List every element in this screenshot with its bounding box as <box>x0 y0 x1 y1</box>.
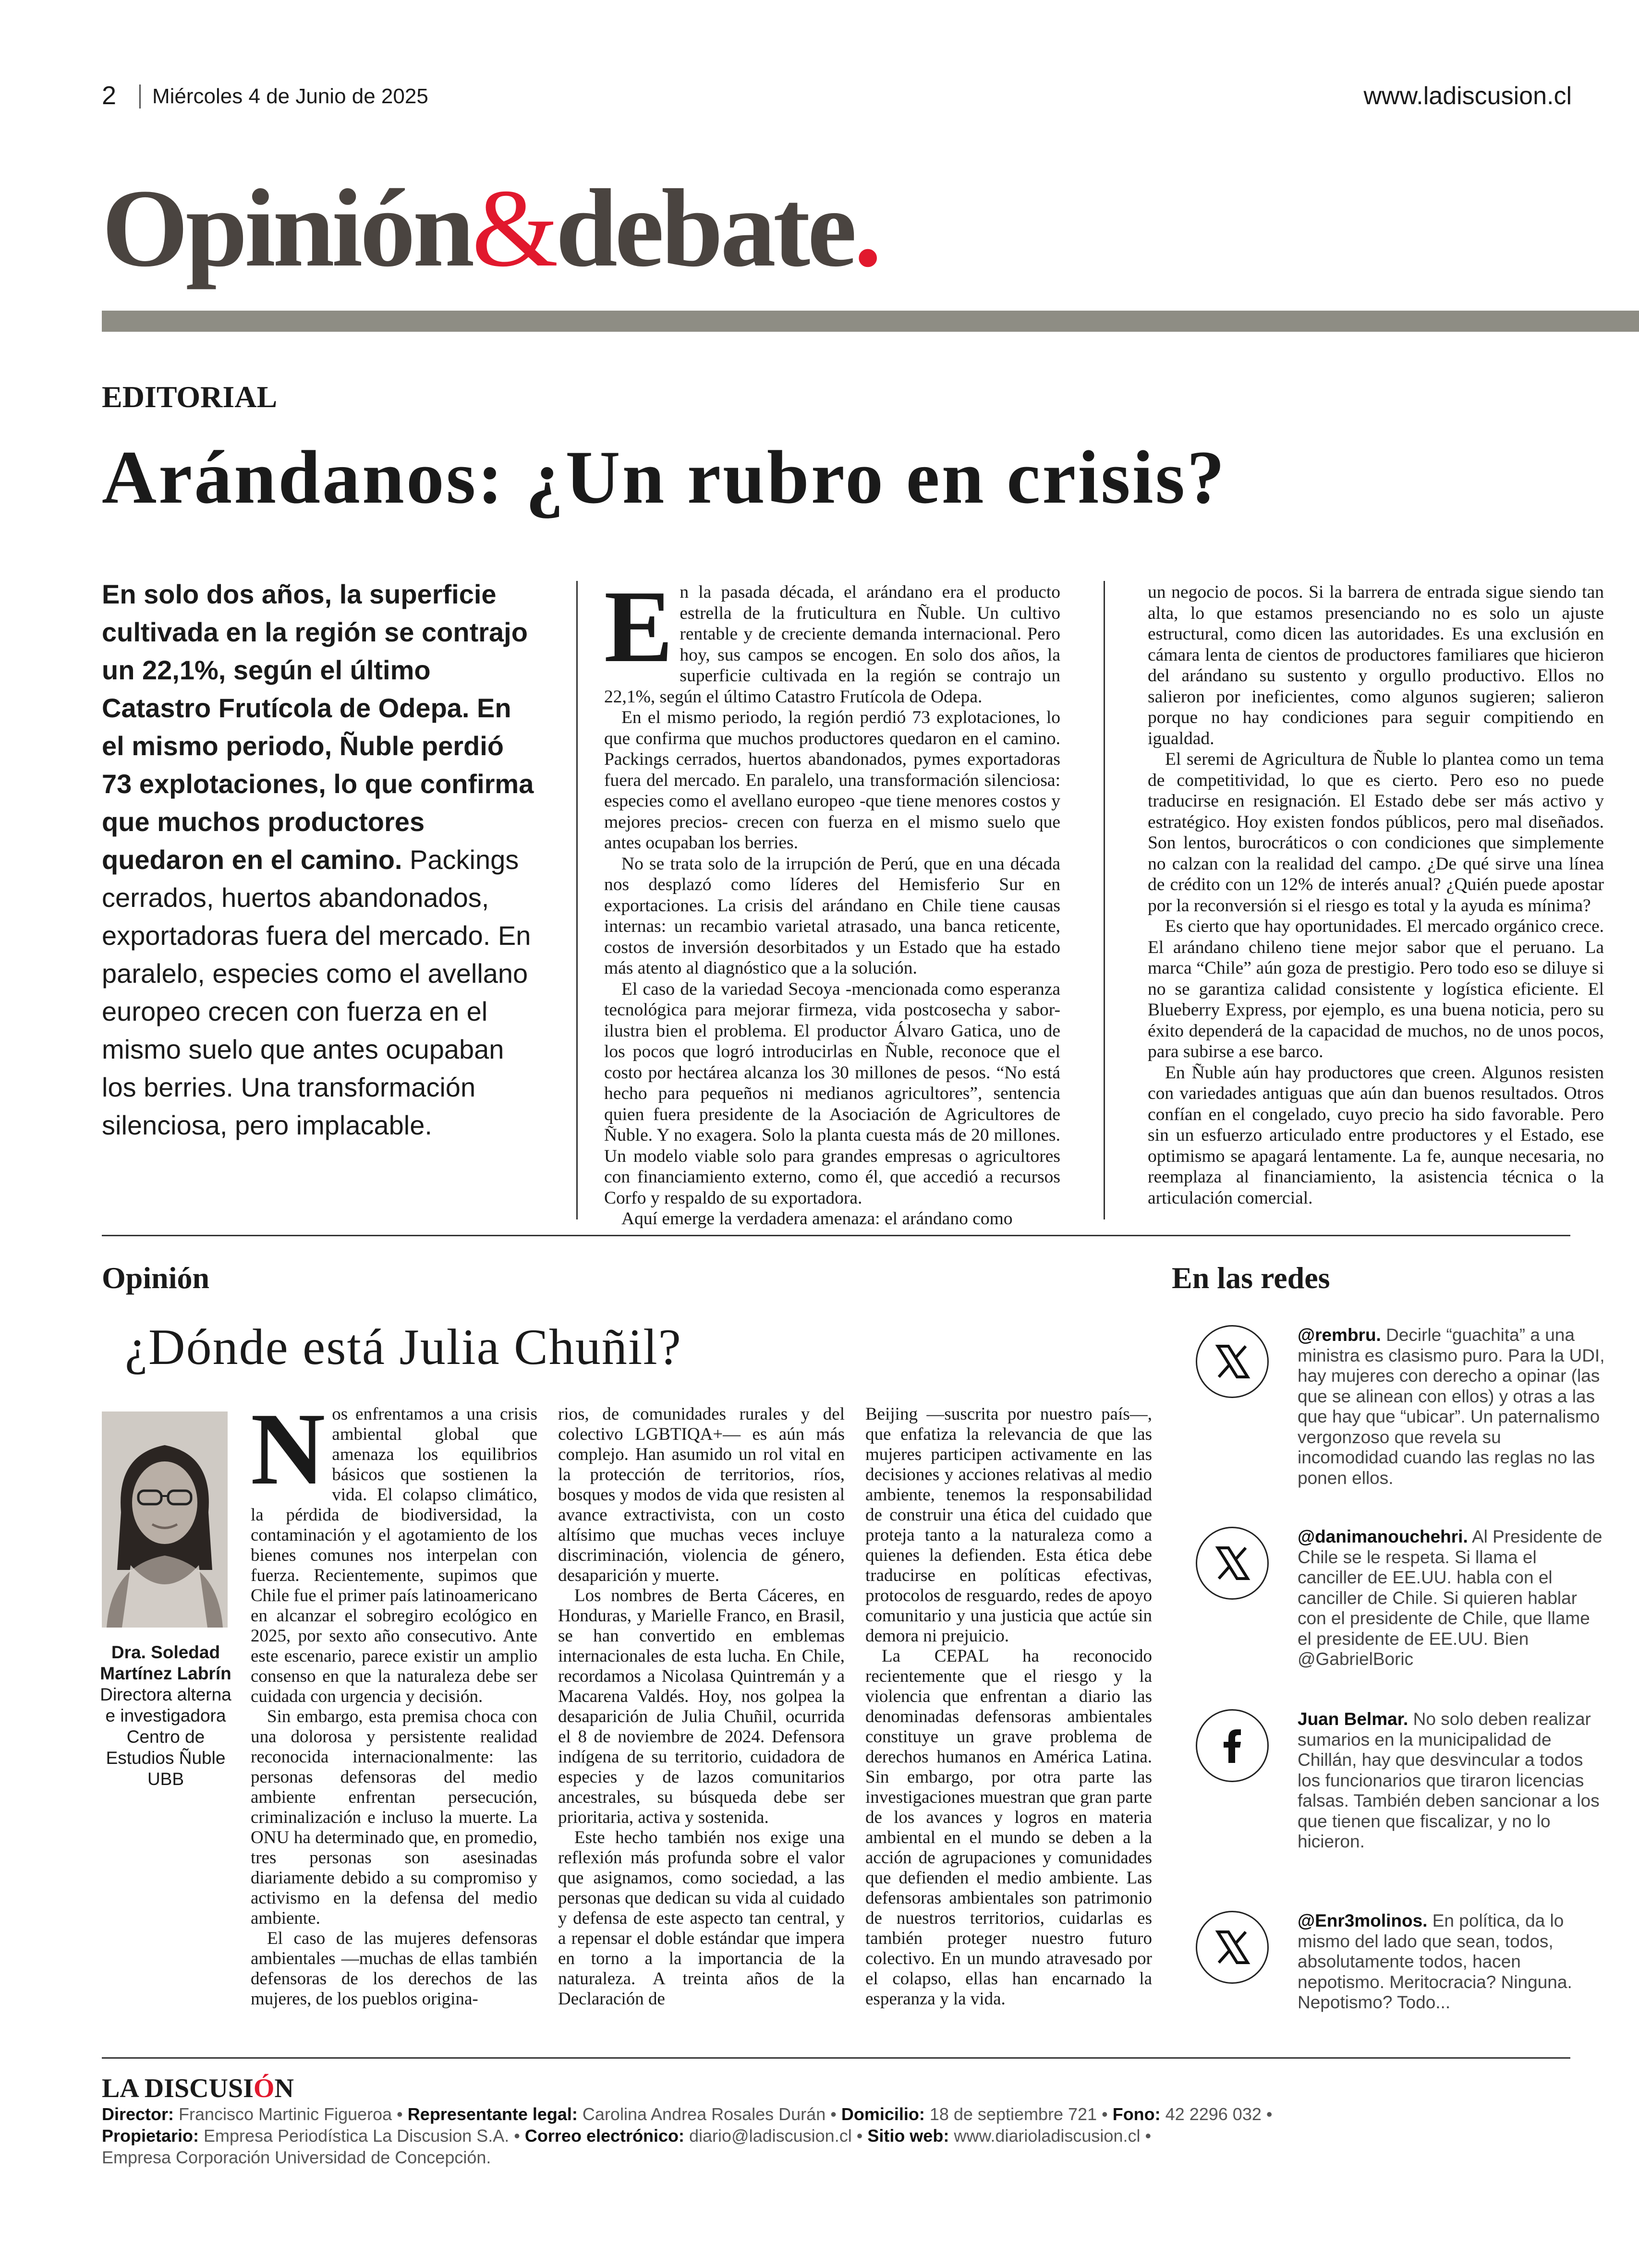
editorial-column-2 <box>1148 582 1604 1208</box>
author-portrait-illustration <box>102 1411 228 1628</box>
opinion-column-2 <box>558 1404 845 2009</box>
opinion-column-1 <box>251 1391 537 2009</box>
author-photo <box>102 1411 228 1628</box>
masthead-word-opinion: Opinión <box>102 167 472 290</box>
editorial-column-1 <box>604 569 1060 1230</box>
masthead-dot: . <box>854 167 879 290</box>
paragraph: En Ñuble aún hay productores que creen. Algunos resisten con variedades antiguas que aún dan buenos resultados. Otros confían en el congelado, cuyo precio ha sido favorable. Pero sin un esfuerzo articulado entre productores y el Estado, ese optimismo se apagará lentamente. La fe, aunque necesaria, no reemplaza al financiamiento, la asistencia técnica o la articulación comercial. <box>1148 1062 1604 1208</box>
lede-rest: Packings cerrados, huertos abandonados, exportadoras fuera del mercado. En paralelo, especies como el avellano europeo crecen con fuerza en el mismo suelo que antes ocupaban los berries. Una transformación silenciosa, pero implacable. <box>102 844 531 1140</box>
author-byline <box>96 1642 235 1790</box>
footer-logo <box>102 2073 294 2104</box>
paragraph: Es cierto que hay oportunidades. El mercado orgánico crece. El arándano chileno tiene mejor sabor que el peruano. La marca “Chile” aún goza de prestigio. Pero todo eso se diluye si no se garantiza calidad consistente y logística eficiente. El Blueberry Express, por ejemplo, es una buena noticia, pero su éxito dependerá de la capacidad de muchos, no de unos pocos, para subirse a ese barco. <box>1148 917 1604 1062</box>
footer-divider <box>102 2057 1570 2059</box>
social-label: En las redes <box>1172 1261 1330 1295</box>
footer-credits-line-1 <box>102 2104 1272 2125</box>
post-user[interactable]: @danimanouchehri. <box>1298 1527 1468 1546</box>
footer-value: Empresa Periodística La Discusion S.A. • <box>199 2126 525 2146</box>
header-divider-bar <box>102 311 1639 332</box>
paragraph: No se trata solo de la irrupción de Perú, que en una década nos desplazó como líderes del Hemisferio Sur en exportaciones. La crisis del arándano en Chile tiene causas internas: un recambio varietal atrasado, una banca reticente, costos de inversión desorbitados y un Estado que ha estado más atento al diagnóstico que a la solución. <box>604 854 1060 978</box>
column-divider <box>1104 581 1105 1219</box>
paragraph: El caso de las mujeres defensoras ambientales —muchas de ellas también defensoras de los derechos de las mujeres, de los pueblos origina- <box>251 1929 537 2009</box>
editorial-label: EDITORIAL <box>102 380 278 414</box>
paragraph: Los nombres de Berta Cáceres, en Honduras, y Marielle Franco, en Brasil, se han convertido en emblemas internacionales de esta lucha. En Chile, recordamos a Nicolasa Quintremán y a Macarena Valdés. Hoy, nos golpea la desaparición de Julia Chuñil, ocurrida el 8 de noviembre de 2024. Defensora indígena de su territorio, cuidadora de especies y de lazos comunitarios ancestrales, su búsqueda debe ser prioritaria, activa y sostenida. <box>558 1586 845 1827</box>
footer-web[interactable]: www.diarioladiscusion.cl • <box>949 2126 1152 2146</box>
paragraph: os enfrentamos a una crisis ambiental global que amenaza los equilibrios básicos que sostienen la vida. El colapso climático, la pérdida de biodiversidad, la contaminación y el agotamiento de los bienes comunes nos interpelan con fuerza. Recientemente, supimos que Chile fue el primer país latinoamericano en alcanzar el sobregiro ecológico en 2025, por sexto año consecutivo. Ante este escenario, parece existir un amplio consenso en que la naturaleza debe ser cuidada con urgencia y decisión. <box>251 1404 537 1706</box>
opinion-label: Opinión <box>102 1261 210 1295</box>
footer-credits-line-3: Empresa Corporación Universidad de Concepción. <box>102 2147 491 2167</box>
author-role: Directora alterna e investigadora Centro de Estudios Ñuble UBB <box>100 1685 231 1789</box>
paragraph: rios, de comunidades rurales y del colectivo LGBTIQA+— es aún más complejo. Han asumido un rol vital en la protección de territorios, ríos, bosques y modos de vida que resisten al avance extractivista, con un costo altísimo que muchas veces incluye discriminación, violencia de género, desaparición y muerte. <box>558 1404 845 1585</box>
post-text <box>1298 1527 1605 1670</box>
opinion-title: ¿Dónde está Julia Chuñil? <box>125 1319 682 1375</box>
section-divider <box>102 1235 1570 1236</box>
footer-label: Director: <box>102 2104 174 2124</box>
footer-credits-line-2 <box>102 2125 1151 2147</box>
post-user[interactable]: @Enr3molinos. <box>1298 1911 1428 1930</box>
editorial-dropcap: E <box>604 569 673 684</box>
masthead-ampersand: & <box>472 167 556 290</box>
post-user[interactable]: Juan Belmar. <box>1298 1709 1408 1729</box>
footer-email[interactable]: diario@ladiscusion.cl • <box>684 2126 868 2146</box>
paragraph: La CEPAL ha reconocido recientemente que el riesgo y la violencia que enfrentan a diario las denominadas defensoras ambientales constituye un grave problema de derechos humanos en América Latina. Sin embargo, por otra parte las investigaciones muestran que gran parte de los avances y logros en materia ambiental en el mundo se deben a la acción de agrupaciones y comunidades que defienden el medio ambiente. Las defensoras ambientales son patrimonio de nuestros territorios, cuidarlas es también proteger nuestro futuro colectivo. En un mundo atravesado por el colapso, ellas han encarnado la esperanza y la vida. <box>865 1646 1152 2009</box>
footer-value: 18 de septiembre 721 • <box>924 2104 1113 2124</box>
x-icon <box>1196 1527 1269 1600</box>
section-masthead <box>102 167 879 290</box>
footer-label: Fono: <box>1112 2104 1161 2124</box>
post-user[interactable]: @rembru. <box>1298 1325 1381 1345</box>
footer-label: Propietario: <box>102 2126 199 2146</box>
paragraph: n la pasada década, el arándano era el producto estrella de la fruticultura en Ñuble. Un cultivo rentable y de creciente demanda internacional. Pero hoy, sus campos se encogen. En solo dos años, la superficie cultivada en la región se contrajo un 22,1%, según el último Catastro Frutícola de Odepa. <box>604 582 1060 707</box>
post-body: No solo deben realizar sumarios en la municipalidad de Chillán, hay que desvincular a todos los funcionarios que tiraron licencias falsas. También deben sancionar a los que tienen que fiscalizar, y no lo hicieron. <box>1298 1709 1600 1851</box>
masthead-word-debate: debate <box>555 167 854 290</box>
lede-bold: En solo dos años, la superficie cultivada en la región se contrajo un 22,1%, según el último Catastro Frutícola de Odepa. En el mismo periodo, Ñuble perdió 73 explotaciones, lo que confirma que muchos productores quedaron en el camino. <box>102 579 534 875</box>
editorial-title: Arándanos: ¿Un rubro en crisis? <box>102 435 1227 519</box>
website-link[interactable]: www.ladiscusion.cl <box>1363 82 1572 110</box>
footer-value: Carolina Andrea Rosales Durán • <box>577 2104 841 2124</box>
x-icon <box>1196 1325 1269 1398</box>
footer-label: Correo electrónico: <box>524 2126 684 2146</box>
paragraph: Beijing —suscrita por nuestro país—, que enfatiza la relevancia de que las mujeres participen activamente en las decisiones y acciones relativas al medio ambiente, tenemos la responsabilidad de construir una ética del cuidado que proteja tanto a la naturaleza como a quienes la defienden. Esta ética debe traducirse en políticas efectivas, protocolos de resguardo, redes de apoyo comunitario y una justicia que actúe sin demora ni prejuicio. <box>865 1404 1152 1646</box>
paragraph: El seremi de Agricultura de Ñuble lo plantea como un tema de competitividad, lo que es cierto. Pero eso no puede traducirse en resignación. El Estado debe ser más activo y estratégico. Hoy existen fondos públicos, pero mal diseñados. Son lentos, burocráticos o con condiciones que simplemente no calzan con la realidad del campo. ¿De qué sirve una línea de crédito con un 12% de interés anual? ¿Quién puede apostar por la reconversión si el riesgo es total y la ayuda es mínima? <box>1148 749 1604 916</box>
paragraph: Aquí emerge la verdadera amenaza: el arándano como <box>621 1209 1013 1229</box>
page-number: 2 <box>102 81 117 110</box>
post-text <box>1298 1325 1605 1488</box>
editorial-lede <box>102 575 534 1144</box>
x-icon <box>1196 1911 1269 1984</box>
paragraph: El caso de la variedad Secoya -mencionada como esperanza tecnológica para mejorar firmeza, vida postcosecha y sabor- ilustra bien el problema. El productor Álvaro Gatica, uno de los pocos que logró introducirlas en Ñuble, reconoce que el costo por hectárea alcanza los 30 millones de pesos. “No está hecho para pequeños ni medianos agricultores”, sentencia quien fuera presidente de la Asociación de Agricultores de Ñuble. Y no exagera. Solo la planta cuesta más de 20 millones. Un modelo viable solo para grandes empresas o agricultores con financiamiento externo, como él, que accedió a recursos Corfo y respaldo de su exportadora. <box>604 979 1060 1208</box>
logo-accent: Ó <box>253 2074 275 2103</box>
post-text <box>1298 1709 1605 1852</box>
footer-value: Francisco Martinic Figueroa • <box>174 2104 408 2124</box>
paragraph: Este hecho también nos exige una reflexión más profunda sobre el valor que asignamos, como sociedad, a las personas que dedican su vida al cuidado y defensa de este aspecto tan central, y a repensar el doble estándar que impera en torno a la importancia de la naturaleza. A treinta años de la Declaración de <box>558 1828 845 2009</box>
post-text <box>1298 1911 1605 2013</box>
paragraph: Sin embargo, esta premisa choca con una dolorosa y persistente realidad reconocida internacionalmente: las personas defensoras del medio ambiente enfrentan persecución, criminalización e incluso la muerte. La ONU ha determinado que, en promedio, tres personas son asesinadas diariamente debido a su compromiso y activismo en la defensa del medio ambiente. <box>251 1707 537 1928</box>
opinion-dropcap: N <box>251 1391 326 1506</box>
footer-label: Sitio web: <box>867 2126 949 2146</box>
post-body: Al Presidente de Chile se le respeta. Si llama el canciller de EE.UU. habla con el canciller de Chile. Si quieren hablar con el presidente de Chile, que llame el presidente de EE.UU. Bien @GabrielBoric <box>1298 1527 1603 1669</box>
footer-value: 42 2296 032 • <box>1160 2104 1273 2124</box>
paragraph: un negocio de pocos. Si la barrera de entrada sigue siendo tan alta, lo que estamos presenciando no es solo un ajuste estructural, como dicen las autoridades. Es una exclusión en cámara lenta de cientos de productores familiares que hicieron del arándano su sustento y orgullo productivo. Ellos no salieron por ineficientes, como algunos sugieren; salieron porque no hay condiciones para seguir compitiendo en igualdad. <box>1148 582 1604 748</box>
opinion-column-3 <box>865 1404 1152 2009</box>
footer-label: Domicilio: <box>841 2104 925 2124</box>
issue-date: Miércoles 4 de Junio de 2025 <box>139 84 428 109</box>
paragraph: En el mismo periodo, la región perdió 73 explotaciones, lo que confirma que muchos productores quedaron en el camino. Packings cerrados, huertos abandonados, pymes exportadoras fuera del mercado. En paralelo, una transformación silenciosa: especies como el avellano europeo -que tiene menores costos y mejores precios- crecen con fuerza en el mismo suelo que antes ocupaban los berries. <box>604 708 1060 853</box>
logo-text: LA DISCUSI <box>102 2074 254 2103</box>
column-divider <box>576 581 578 1219</box>
post-body: Decirle “guachita” a una ministra es clasismo puro. Para la UDI, hay mujeres con derecho a opinar (las que se alinean con ellos) y otras a las que hay que “ubicar”. Un paternalismo vergonzoso que revela su incomodidad cuando las reglas no las ponen ellos. <box>1298 1325 1605 1488</box>
footer-label: Representante legal: <box>407 2104 578 2124</box>
logo-text-end: N <box>274 2074 294 2103</box>
facebook-icon <box>1196 1709 1269 1782</box>
post-body: En política, da lo mismo del lado que sean, todos, absolutamente todos, hacen nepotismo. Meritocracia? Ninguna. Nepotismo? Todo... <box>1298 1911 1572 2012</box>
author-name: Dra. Soledad Martínez Labrín <box>100 1642 231 1683</box>
